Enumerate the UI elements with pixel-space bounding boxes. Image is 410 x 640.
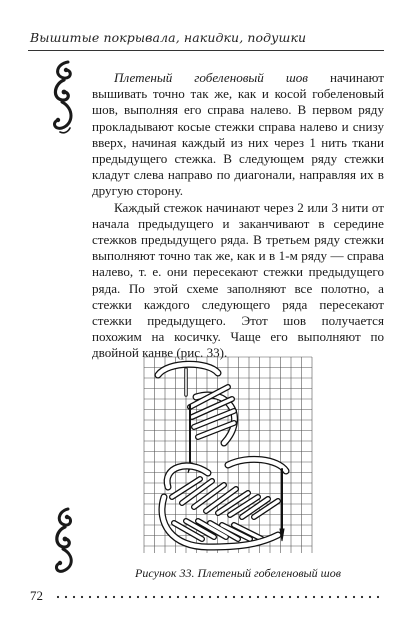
figure-caption: Рисунок 33. Плетеный гобеленовый шов — [135, 566, 341, 580]
footer-dot-leader — [56, 595, 386, 599]
body-text — [92, 70, 384, 362]
running-head: Вышитые покрывала, накидки, подушки — [30, 30, 307, 45]
paragraph-2: Каждый стежок начинают через 2 или 3 нити от начала предыдущего и заканчивают в середине стежков предыдущего ряда. В третьем ряду стежки выполняют точно так же, как и в 1-м ряду — справа налево, т. е. они пересекают стежки предыдущего ряда. По этой схеме заполняют все полотно, а стежки каждого следующего ряда пересекают стежки предыдущего. Этот шов получается похожим на косичку. Чаще его выполняют по двойной канве (рис. 33). — [92, 199, 384, 361]
scroll-flourish-icon — [48, 58, 80, 138]
page-number: 72 — [30, 588, 43, 603]
header-rule — [28, 50, 384, 51]
paragraph-1 — [92, 70, 384, 200]
stitch-diagram-figure — [128, 347, 314, 559]
paragraph-1-text: начинают вышивать точно так же, как и косой гобеленовый шов, выполняя его справа налево. В первом ряду прокладывают косые стежки справа налево и снизу вверх, начиная каждый из них через 1 нить ткани предыдущего стежка. В следующем ряду стежки кладут слева направо по диагонали, направляя их в другую сторону. — [92, 70, 385, 199]
stitch-term: Плетеный гобеленовый шов — [114, 70, 308, 85]
scroll-flourish-icon — [50, 505, 80, 577]
